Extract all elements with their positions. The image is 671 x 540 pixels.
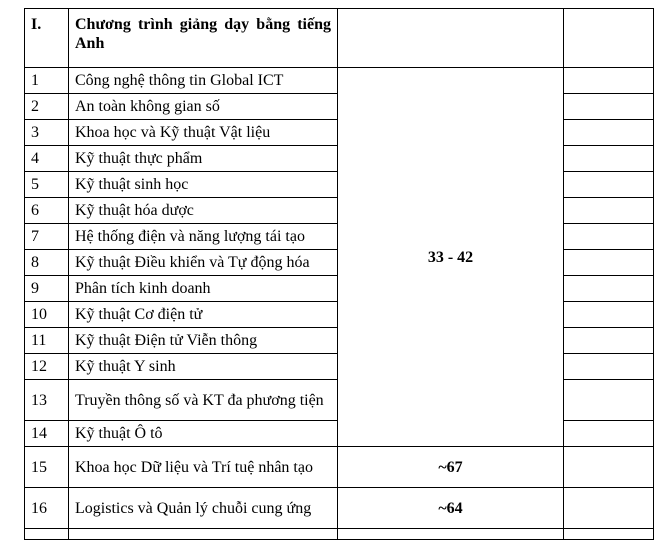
program-number: 16 — [25, 488, 69, 529]
program-table — [24, 8, 654, 540]
score-cell — [338, 529, 564, 540]
extra-cell — [564, 354, 654, 380]
extra-cell — [564, 94, 654, 120]
program-table-container — [24, 8, 654, 540]
extra-cell — [564, 529, 654, 540]
program-name: Công nghệ thông tin Global ICT — [69, 68, 338, 94]
extra-cell — [564, 146, 654, 172]
table-row — [25, 447, 654, 488]
program-name: Truyền thông số và KT đa phương tiện — [69, 380, 338, 421]
program-name: Logistics và Quản lý chuỗi cung ứng — [69, 488, 338, 529]
program-name: Kỹ thuật Điều khiển và Tự động hóa — [69, 250, 338, 276]
program-number: 12 — [25, 354, 69, 380]
program-number: 2 — [25, 94, 69, 120]
program-name: Kỹ thuật thực phẩm — [69, 146, 338, 172]
program-name: Kỹ thuật Y sinh — [69, 354, 338, 380]
table-row — [25, 488, 654, 529]
extra-cell — [564, 421, 654, 447]
program-name: Khoa học Dữ liệu và Trí tuệ nhân tạo — [69, 447, 338, 488]
extra-cell — [564, 120, 654, 146]
extra-cell — [564, 302, 654, 328]
section-extra-cell — [564, 9, 654, 68]
extra-cell — [564, 380, 654, 421]
table-row — [25, 68, 654, 94]
program-number: 1 — [25, 68, 69, 94]
extra-cell — [564, 276, 654, 302]
program-number: 3 — [25, 120, 69, 146]
section-title: Chương trình giảng dạy bằng tiếng Anh — [69, 9, 338, 68]
score-cell: ~67 — [338, 447, 564, 488]
table-row-cut-off — [25, 529, 654, 540]
program-name: Hệ thống điện và năng lượng tái tạo — [69, 224, 338, 250]
program-number: 10 — [25, 302, 69, 328]
program-number: 4 — [25, 146, 69, 172]
program-name: Kỹ thuật hóa dược — [69, 198, 338, 224]
program-number: 14 — [25, 421, 69, 447]
program-number: 9 — [25, 276, 69, 302]
score-group-cell: 33 - 42 — [338, 68, 564, 447]
section-number: I. — [25, 9, 69, 68]
program-name: Phân tích kinh doanh — [69, 276, 338, 302]
program-name: An toàn không gian số — [69, 94, 338, 120]
extra-cell — [564, 172, 654, 198]
program-number: 7 — [25, 224, 69, 250]
extra-cell — [564, 250, 654, 276]
section-header-row — [25, 9, 654, 68]
extra-cell — [564, 68, 654, 94]
program-name: Kỹ thuật Ô tô — [69, 421, 338, 447]
extra-cell — [564, 447, 654, 488]
program-number: 13 — [25, 380, 69, 421]
program-name: Kỹ thuật Cơ điện tử — [69, 302, 338, 328]
program-number: 15 — [25, 447, 69, 488]
program-name: Khoa học và Kỹ thuật Vật liệu — [69, 120, 338, 146]
score-cell: ~64 — [338, 488, 564, 529]
extra-cell — [564, 328, 654, 354]
extra-cell — [564, 198, 654, 224]
program-number — [25, 529, 69, 540]
extra-cell — [564, 488, 654, 529]
program-number: 6 — [25, 198, 69, 224]
section-score-cell — [338, 9, 564, 68]
extra-cell — [564, 224, 654, 250]
program-name: Kỹ thuật Điện tử Viễn thông — [69, 328, 338, 354]
program-number: 11 — [25, 328, 69, 354]
program-number: 5 — [25, 172, 69, 198]
program-number: 8 — [25, 250, 69, 276]
program-name: Kỹ thuật sinh học — [69, 172, 338, 198]
program-name — [69, 529, 338, 540]
